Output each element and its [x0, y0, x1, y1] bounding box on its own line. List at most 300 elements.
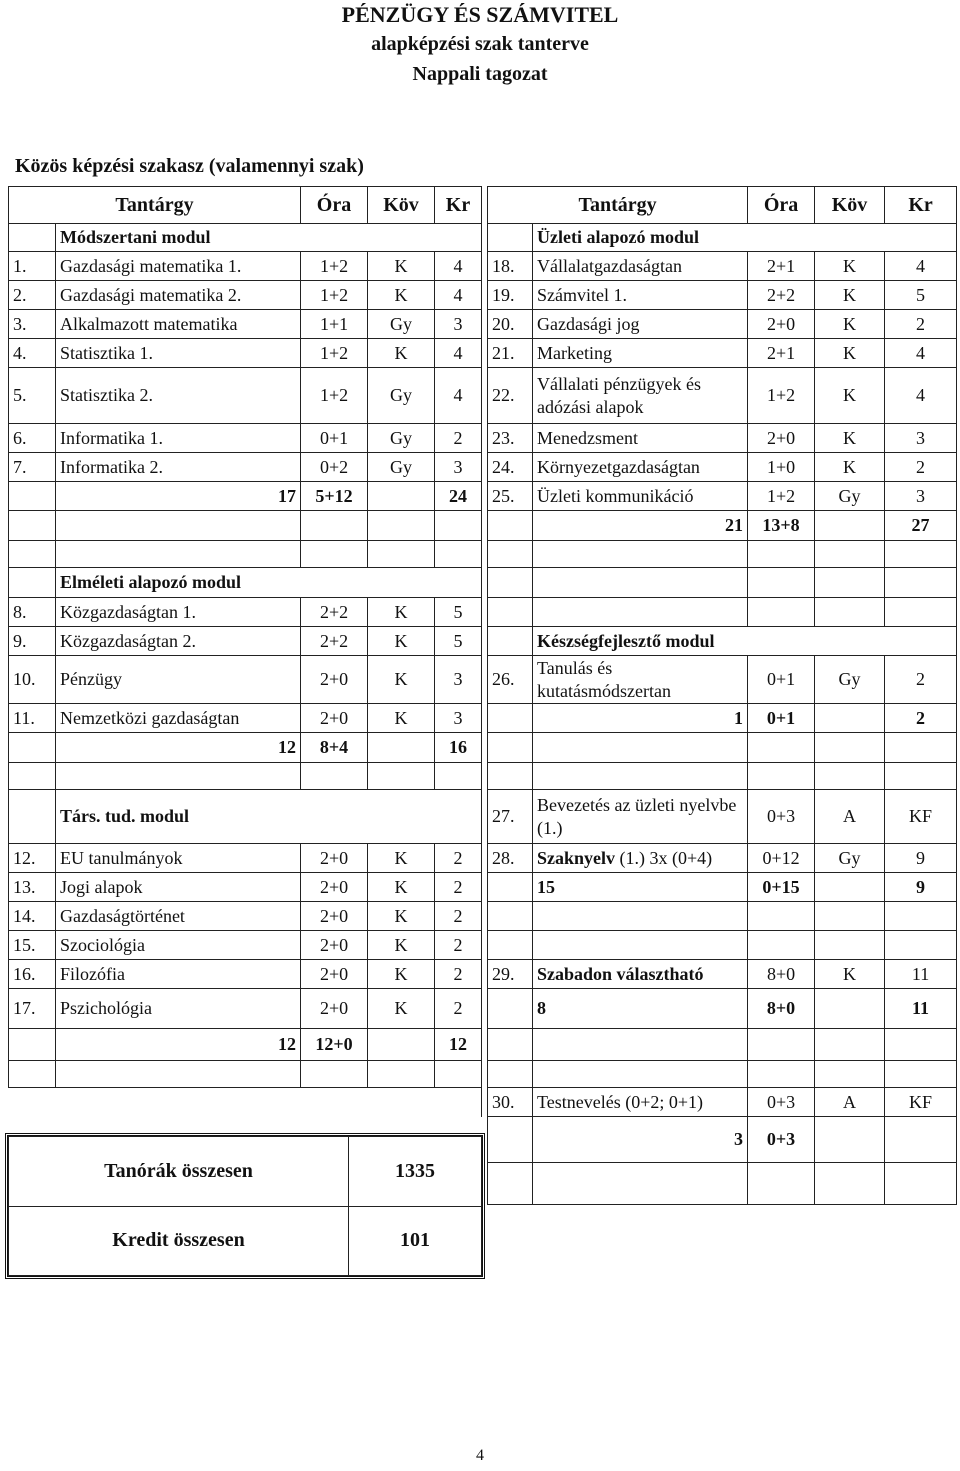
table-row: [9, 424, 957, 453]
table-cell: 2: [435, 960, 482, 989]
table-cell: 17.: [9, 989, 56, 1029]
table-cell: 2+0: [301, 960, 368, 989]
table-cell: Gazdasági matematika 2.: [56, 281, 301, 310]
table-cell: 2.: [9, 281, 56, 310]
module-total-credit: 2: [885, 704, 957, 733]
table-cell: K: [368, 931, 435, 960]
module-title: Üzleti alapozó modul: [533, 224, 957, 252]
empty-cell: [56, 511, 301, 541]
table-cell: K: [368, 656, 435, 704]
table-cell: 6.: [9, 424, 56, 453]
table-row: [9, 902, 957, 931]
table-cell: 2+0: [301, 989, 368, 1029]
empty-cell: [885, 902, 957, 931]
table-cell: Bevezetés az üzleti nyelvbe (1.): [533, 790, 748, 844]
table-cell: 2: [435, 424, 482, 453]
table-cell: 25.: [488, 482, 533, 511]
module-total-count: 8: [533, 989, 748, 1029]
table-row: [9, 790, 957, 844]
table-cell: 30.: [488, 1088, 533, 1117]
module-total-count: 15: [533, 873, 748, 902]
table-cell: 1.: [9, 252, 56, 281]
table-cell: 11: [885, 960, 957, 989]
empty-cell: [533, 1163, 748, 1205]
table-cell: EU tanulmányok: [56, 844, 301, 873]
table-cell: 5: [435, 598, 482, 627]
table-cell: K: [815, 453, 885, 482]
study-mode: Nappali tagozat: [412, 63, 548, 85]
empty-cell: [9, 790, 56, 844]
table-cell: 1+2: [301, 339, 368, 368]
table-cell: 28.: [488, 844, 533, 873]
table-cell: 13.: [9, 873, 56, 902]
empty-cell: [815, 931, 885, 960]
empty-cell: [435, 1061, 482, 1088]
empty-cell: [9, 541, 56, 568]
table-cell: 1+2: [301, 252, 368, 281]
empty-cell: [533, 763, 748, 790]
table-cell: 4: [435, 252, 482, 281]
table-cell: Gy: [368, 310, 435, 339]
empty-cell: [533, 1061, 748, 1088]
table-cell: 3: [885, 482, 957, 511]
table-cell: K: [815, 424, 885, 453]
empty-cell: [301, 541, 368, 568]
table-cell: Menedzsment: [533, 424, 748, 453]
table-cell: K: [368, 339, 435, 368]
table-cell: 29.: [488, 960, 533, 989]
empty-cell: [815, 541, 885, 568]
empty-cell: [435, 511, 482, 541]
table-cell: 4: [435, 339, 482, 368]
module-title: Társ. tud. modul: [56, 790, 482, 844]
table-cell: 2+0: [301, 704, 368, 733]
empty-cell: [748, 931, 815, 960]
table-cell: 3: [885, 424, 957, 453]
col-header-credit: Kr: [435, 187, 482, 224]
table-row: [9, 733, 957, 763]
table-cell: 0+2: [301, 453, 368, 482]
module-total-credit: 27: [885, 511, 957, 541]
table-cell: 7.: [9, 453, 56, 482]
table-cell: Gy: [815, 482, 885, 511]
empty-cell: [815, 1029, 885, 1061]
module-total-hours: 12+0: [301, 1029, 368, 1061]
col-header-subject: Tantárgy: [9, 187, 301, 224]
empty-cell: [748, 1163, 815, 1205]
empty-cell: [56, 763, 301, 790]
table-cell: 2: [435, 902, 482, 931]
table-row: [9, 989, 957, 1029]
table-cell: 20.: [488, 310, 533, 339]
table-cell: A: [815, 1088, 885, 1117]
table-cell: 1+1: [301, 310, 368, 339]
empty-cell: [748, 541, 815, 568]
table-cell: Vállalati pénzügyek és adózási alapok: [533, 368, 748, 424]
empty-cell: [885, 598, 957, 627]
table-cell: 2+2: [301, 627, 368, 656]
empty-cell: [815, 598, 885, 627]
table-cell: K: [815, 281, 885, 310]
table-cell: Számvitel 1.: [533, 281, 748, 310]
empty-cell: [488, 931, 533, 960]
table-row: [9, 482, 957, 511]
table-cell: 0+1: [301, 424, 368, 453]
table-cell: 2+0: [301, 844, 368, 873]
curriculum-table: [8, 186, 957, 1205]
module-total-credit: 16: [435, 733, 482, 763]
empty-cell: [435, 541, 482, 568]
empty-cell: [301, 511, 368, 541]
col-header-hours: Óra: [301, 187, 368, 224]
empty-cell: [488, 541, 533, 568]
empty-cell: [488, 989, 533, 1029]
table-cell: 3.: [9, 310, 56, 339]
empty-cell: [885, 1029, 957, 1061]
empty-cell: [9, 511, 56, 541]
table-cell: 2+1: [748, 339, 815, 368]
module-total-credit: 24: [435, 482, 482, 511]
module-total-hours: 8+4: [301, 733, 368, 763]
table-cell: 4: [435, 368, 482, 424]
table-cell: 23.: [488, 424, 533, 453]
empty-cell: [748, 763, 815, 790]
table-cell: Gy: [368, 453, 435, 482]
empty-cell: [815, 989, 885, 1029]
table-cell: 0+1: [748, 656, 815, 704]
empty-cell: [488, 598, 533, 627]
empty-cell: [885, 1117, 957, 1163]
table-cell: 1+2: [301, 281, 368, 310]
table-cell: Pszichológia: [56, 989, 301, 1029]
table-cell: 2+0: [301, 902, 368, 931]
table-row: [9, 1088, 957, 1117]
table-cell: Vállalatgazdaságtan: [533, 252, 748, 281]
empty-cell: [301, 1061, 368, 1088]
col-header-subject: Tantárgy: [488, 187, 748, 224]
table-cell: 19.: [488, 281, 533, 310]
empty-cell: [748, 598, 815, 627]
empty-cell: [488, 1117, 533, 1163]
empty-cell: [533, 568, 748, 598]
table-cell: K: [815, 960, 885, 989]
col-header-req: Köv: [368, 187, 435, 224]
table-cell: 3: [435, 310, 482, 339]
table-cell: 4: [885, 368, 957, 424]
empty-cell: [815, 1163, 885, 1205]
empty-cell: [885, 931, 957, 960]
table-cell: Gazdasági jog: [533, 310, 748, 339]
empty-cell: [815, 511, 885, 541]
table-row: [9, 931, 957, 960]
table-cell: A: [815, 790, 885, 844]
table-row: [9, 960, 957, 989]
table-cell: 3: [435, 656, 482, 704]
empty-cell: [368, 511, 435, 541]
module-total-hours: 13+8: [748, 511, 815, 541]
table-cell: 1+2: [748, 482, 815, 511]
empty-cell: [533, 931, 748, 960]
table-cell: 0+12: [748, 844, 815, 873]
table-cell: 14.: [9, 902, 56, 931]
table-cell: 5: [435, 627, 482, 656]
empty-cell: [488, 1029, 533, 1061]
empty-cell: [815, 873, 885, 902]
table-cell: 4: [885, 339, 957, 368]
empty-cell: [533, 598, 748, 627]
table-cell: 2+2: [301, 598, 368, 627]
table-cell: Gy: [815, 844, 885, 873]
empty-cell: [368, 482, 435, 511]
empty-cell: [748, 568, 815, 598]
total-credits-value: 101: [349, 1206, 482, 1276]
table-cell: 16.: [9, 960, 56, 989]
empty-cell: [368, 733, 435, 763]
table-cell: 12.: [9, 844, 56, 873]
table-cell: Testnevelés (0+2; 0+1): [533, 1088, 748, 1117]
table-cell: 4.: [9, 339, 56, 368]
table-row: [9, 598, 957, 627]
empty-cell: [368, 541, 435, 568]
table-cell: 1+2: [301, 368, 368, 424]
table-row: [9, 1029, 957, 1061]
module-title: Elméleti alapozó modul: [56, 568, 482, 598]
empty-cell: [815, 704, 885, 733]
table-cell: 18.: [488, 252, 533, 281]
empty-cell: [301, 1088, 368, 1117]
empty-cell: [748, 733, 815, 763]
empty-cell: [815, 568, 885, 598]
empty-cell: [368, 1088, 435, 1117]
table-row: [9, 310, 957, 339]
table-row: [9, 704, 957, 733]
page-title: PÉNZÜGY ÉS SZÁMVITEL: [341, 2, 619, 27]
empty-cell: [488, 902, 533, 931]
empty-cell: [435, 763, 482, 790]
table-cell: Informatika 1.: [56, 424, 301, 453]
table-row: [9, 844, 957, 873]
module-total-hours: 5+12: [301, 482, 368, 511]
section-title: Közös képzési szakasz (valamennyi szak): [15, 155, 364, 177]
empty-cell: [533, 902, 748, 931]
table-cell: K: [815, 252, 885, 281]
table-cell: 3: [435, 453, 482, 482]
empty-cell: [533, 733, 748, 763]
table-cell: 1+0: [748, 453, 815, 482]
table-cell: K: [815, 339, 885, 368]
table-row: [9, 252, 957, 281]
table-cell: K: [815, 310, 885, 339]
table-cell: 9.: [9, 627, 56, 656]
empty-cell: [9, 733, 56, 763]
table-cell: 11.: [9, 704, 56, 733]
empty-cell: [368, 1061, 435, 1088]
table-cell: K: [368, 844, 435, 873]
table-row: [9, 511, 957, 541]
table-cell: 0+3: [748, 1088, 815, 1117]
empty-cell: [56, 541, 301, 568]
table-row: [9, 281, 957, 310]
table-cell: Informatika 2.: [56, 453, 301, 482]
empty-cell: [56, 1061, 301, 1088]
empty-cell: [815, 902, 885, 931]
table-cell: K: [368, 627, 435, 656]
table-row: [9, 873, 957, 902]
module-total-count: 17: [56, 482, 301, 511]
empty-cell: [488, 568, 533, 598]
empty-cell: [488, 1163, 533, 1205]
table-cell: Gy: [368, 424, 435, 453]
empty-cell: [748, 1061, 815, 1088]
table-cell: Környezetgazdaságtan: [533, 453, 748, 482]
empty-cell: [368, 763, 435, 790]
table-cell: Szociológia: [56, 931, 301, 960]
table-row: [9, 656, 957, 704]
empty-cell: [815, 733, 885, 763]
module-total-count: 1: [533, 704, 748, 733]
table-cell: K: [368, 873, 435, 902]
table-row: [9, 339, 957, 368]
module-total-count: 12: [56, 1029, 301, 1061]
page-subtitle: alapképzési szak tanterve: [371, 33, 589, 55]
table-cell: 4: [885, 252, 957, 281]
table-cell: Közgazdaságtan 1.: [56, 598, 301, 627]
empty-cell: [488, 511, 533, 541]
table-header-row: [9, 187, 957, 224]
table-cell: Filozófia: [56, 960, 301, 989]
table-cell: Üzleti kommunikáció: [533, 482, 748, 511]
empty-cell: [9, 482, 56, 511]
table-cell: K: [368, 704, 435, 733]
table-cell: 22.: [488, 368, 533, 424]
page-number: 4: [476, 1447, 484, 1464]
table-cell: 10.: [9, 656, 56, 704]
table-cell: Statisztika 2.: [56, 368, 301, 424]
empty-cell: [488, 224, 533, 252]
table-cell: Statisztika 1.: [56, 339, 301, 368]
module-title: Készségfejlesztő modul: [533, 627, 957, 656]
table-cell: Marketing: [533, 339, 748, 368]
table-cell: 2+1: [748, 252, 815, 281]
table-cell: Gazdaságtörténet: [56, 902, 301, 931]
table-cell: 2: [435, 844, 482, 873]
empty-cell: [488, 763, 533, 790]
table-cell: 21.: [488, 339, 533, 368]
module-total-count: 21: [533, 511, 748, 541]
table-cell: Jogi alapok: [56, 873, 301, 902]
table-cell: 2+0: [748, 424, 815, 453]
empty-cell: [815, 1117, 885, 1163]
table-cell: 2+2: [748, 281, 815, 310]
module-total-hours: 0+1: [748, 704, 815, 733]
empty-cell: [815, 763, 885, 790]
table-cell: 26.: [488, 656, 533, 704]
empty-cell: [885, 1163, 957, 1205]
table-cell: K: [815, 368, 885, 424]
empty-cell: [9, 763, 56, 790]
empty-cell: [488, 733, 533, 763]
table-cell: Szabadon választható: [533, 960, 748, 989]
table-cell: 9: [885, 844, 957, 873]
empty-cell: [368, 1029, 435, 1061]
table-cell: 2+0: [301, 656, 368, 704]
empty-cell: [885, 733, 957, 763]
module-title: Módszertani modul: [56, 224, 482, 252]
table-cell: 5.: [9, 368, 56, 424]
module-total-count: 12: [56, 733, 301, 763]
empty-cell: [301, 763, 368, 790]
table-cell: 1+2: [748, 368, 815, 424]
table-cell: K: [368, 252, 435, 281]
table-cell: Pénzügy: [56, 656, 301, 704]
empty-cell: [748, 902, 815, 931]
table-cell: Alkalmazott matematika: [56, 310, 301, 339]
empty-cell: [885, 763, 957, 790]
table-row: [9, 368, 957, 424]
empty-cell: [748, 1029, 815, 1061]
table-cell: KF: [885, 1088, 957, 1117]
table-cell: K: [368, 989, 435, 1029]
col-header-hours: Óra: [748, 187, 815, 224]
table-cell: 2: [435, 989, 482, 1029]
table-cell: 4: [435, 281, 482, 310]
table-row: [9, 627, 957, 656]
empty-cell: [435, 1088, 482, 1117]
table-cell: K: [368, 902, 435, 931]
table-cell: Gy: [815, 656, 885, 704]
empty-cell: [488, 627, 533, 656]
table-cell: 5: [885, 281, 957, 310]
empty-cell: [885, 541, 957, 568]
table-cell: Gazdasági matematika 1.: [56, 252, 301, 281]
module-total-credit: 12: [435, 1029, 482, 1061]
table-cell: 2: [885, 310, 957, 339]
empty-cell: [9, 1061, 56, 1088]
empty-cell: [9, 1029, 56, 1061]
empty-cell: [488, 873, 533, 902]
empty-cell: Szaknyelv (1.) 3x (0+4): [533, 844, 748, 873]
module-total-hours: 0+15: [748, 873, 815, 902]
table-cell: Tanulás és kutatásmódszertan: [533, 656, 748, 704]
table-cell: 8+0: [748, 960, 815, 989]
table-cell: 2: [435, 931, 482, 960]
empty-cell: [488, 1061, 533, 1088]
module-total-credit: 11: [885, 989, 957, 1029]
table-cell: 3: [435, 704, 482, 733]
module-total-count: 3: [533, 1117, 748, 1163]
col-header-req: Köv: [815, 187, 885, 224]
module-total-hours: 8+0: [748, 989, 815, 1029]
empty-cell: [885, 568, 957, 598]
table-cell: K: [368, 598, 435, 627]
total-hours-label: Tanórák összesen: [9, 1137, 349, 1207]
empty-cell: [815, 1061, 885, 1088]
empty-cell: [56, 1088, 301, 1117]
table-cell: 2: [435, 873, 482, 902]
table-cell: Gy: [368, 368, 435, 424]
total-hours-value: 1335: [349, 1137, 482, 1207]
col-header-credit: Kr: [885, 187, 957, 224]
table-cell: 15.: [9, 931, 56, 960]
table-cell: 2+0: [301, 873, 368, 902]
table-cell: Nemzetközi gazdaságtan: [56, 704, 301, 733]
table-cell: K: [368, 281, 435, 310]
table-cell: 24.: [488, 453, 533, 482]
table-cell: 2+0: [748, 310, 815, 339]
table-cell: 27.: [488, 790, 533, 844]
table-cell: 2: [885, 656, 957, 704]
empty-cell: [9, 1088, 56, 1117]
